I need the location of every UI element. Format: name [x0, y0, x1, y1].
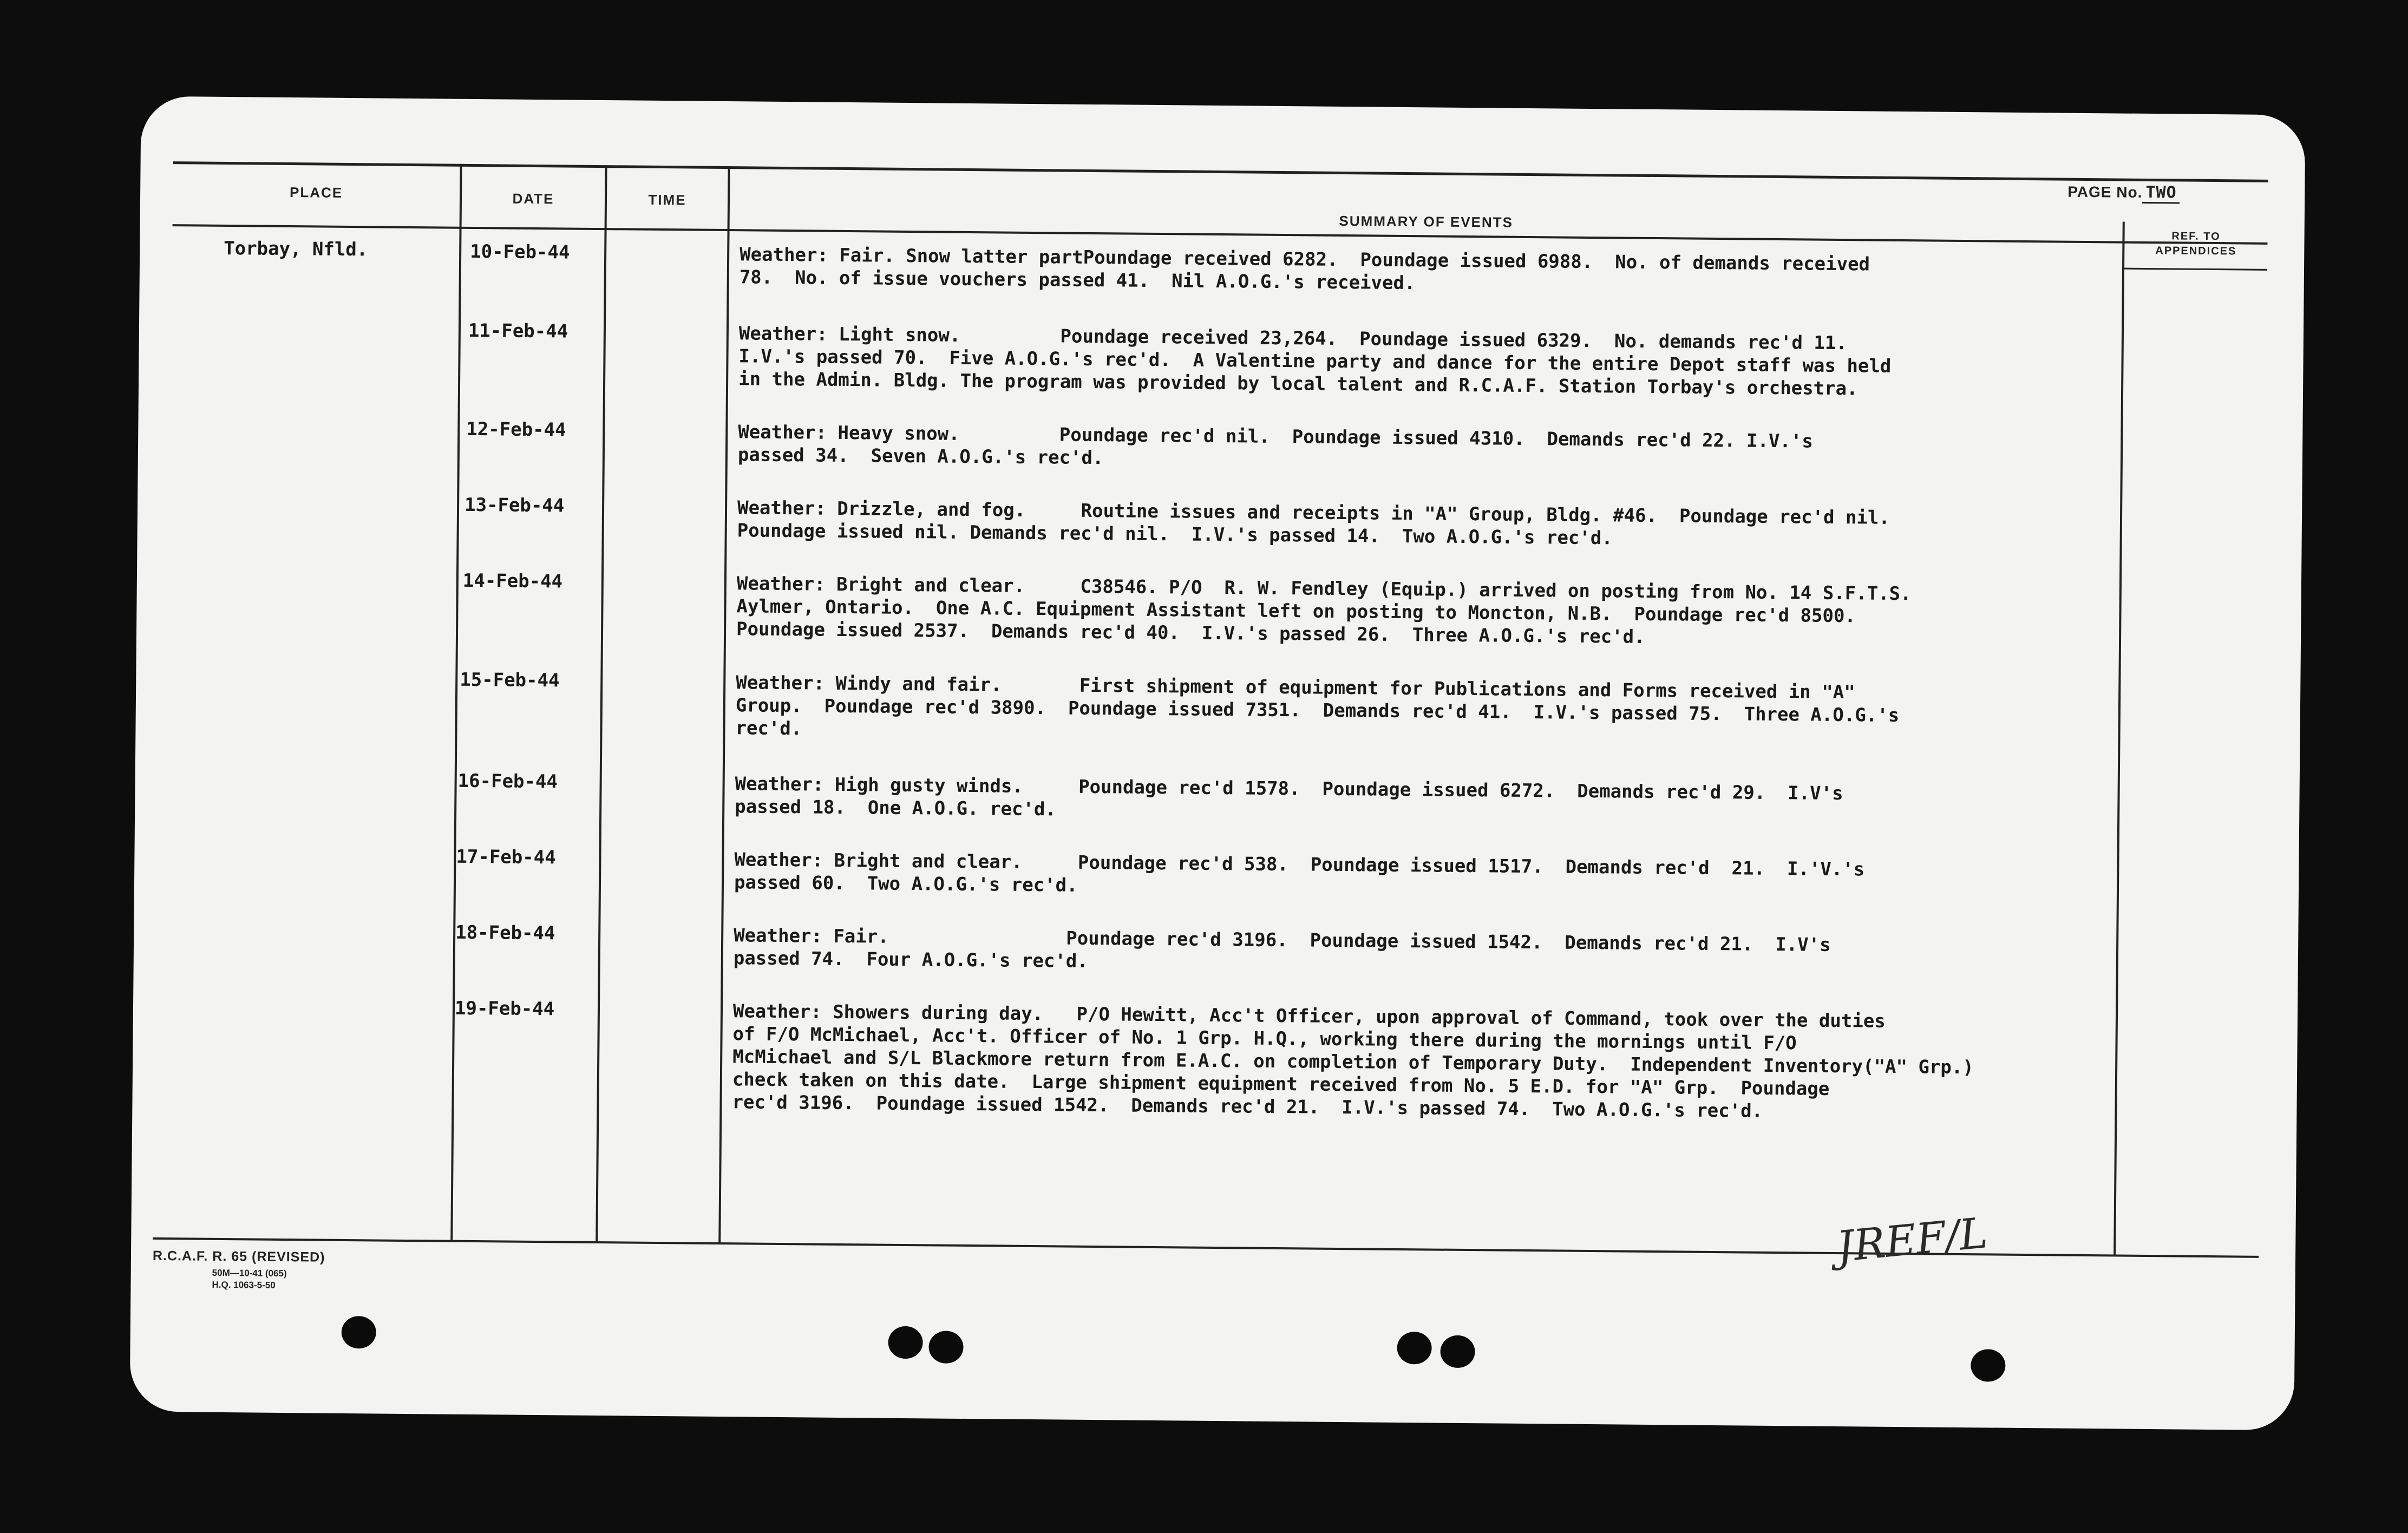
entry-date: 16-Feb-44 [457, 770, 558, 793]
place-value: Torbay, Nfld. [224, 237, 368, 261]
top-rule [173, 161, 2268, 182]
diary-form-card [129, 96, 2305, 1431]
form-identifier [152, 1248, 325, 1292]
page-number-label: PAGE No. [2067, 183, 2143, 201]
entry-date: 17-Feb-44 [456, 846, 556, 869]
entry-date: 12-Feb-44 [466, 418, 566, 441]
entry-summary: Weather: Heavy snow. Poundage rec'd nil. Poundage issued 4310. Demands rec'd 22. I.V.'s passed 34. Seven A.O.G.'s rec'd. [737, 421, 1813, 469]
punch-hole [1397, 1332, 1432, 1365]
entry-date: 13-Feb-44 [464, 494, 565, 517]
handwritten-initials: JREF/L [1834, 1209, 1990, 1272]
ref-header-line2: APPENDICES [2155, 245, 2237, 258]
punch-hole [1971, 1349, 2006, 1382]
page-number-value: TWO [2142, 183, 2180, 204]
entry-summary: Weather: Showers during day. P/O Hewitt, Acc't Officer, upon approval of Command, took over the duties of F/O McMichael, Acc't. Officer of No. 1 Grp. H.Q., working there during the mornings until F/O McMichael and S/L Blackmore return from E.A.C. on completion of Temporary Duty. Independent Inventory("A" Grp.) check taken on this date. Large shipment equipment received from No. 5 E.D. for "A" Grp. Poundage rec'd 3196. Poundage issued 1542. Demands rec'd 21. I.V.'s passed 74. Two A.O.G.'s rec'd. [732, 1000, 1974, 1122]
entry-summary: Weather: Drizzle, and fog. Routine issues and receipts in "A" Group, Bldg. #46. Poundage rec'd nil. Poundage issued nil. Demands rec'd nil. I.V.'s passed 14. Two A.O.G.'s rec'd. [737, 497, 1890, 549]
entry-date: 10-Feb-44 [470, 240, 570, 264]
entry-date: 15-Feb-44 [460, 669, 560, 692]
punch-hole [928, 1331, 964, 1364]
page-number [2067, 182, 2180, 202]
entry-summary: Weather: Windy and fair. First shipment of equipment for Publications and Forms received in "A" Group. Poundage rec'd 3890. Poundage issued 7351. Demands rec'd 41. I.V.'s passed 75. Three A.O.G.'s rec'd. [735, 672, 1900, 740]
entry-summary: Weather: Fair. Snow latter partPoundage received 6282. Poundage issued 6988. No. of demands received 78. No. of issue vouchers passed 41. Nil A.O.G.'s received. [739, 244, 1870, 294]
place-header: PLACE [289, 184, 343, 201]
date-time-divider [596, 165, 607, 1241]
punch-hole [1440, 1335, 1475, 1368]
time-header: TIME [648, 191, 686, 208]
entry-date: 18-Feb-44 [455, 921, 555, 945]
form-id-line2: 50M—10-41 (065) [212, 1267, 287, 1279]
summary-header: SUMMARY OF EVENTS [1339, 212, 1514, 231]
entry-date: 14-Feb-44 [462, 569, 563, 593]
punch-hole [888, 1326, 923, 1359]
entry-date: 19-Feb-44 [454, 997, 555, 1020]
form-id-line1: R.C.A.F. R. 65 (REVISED) [152, 1248, 325, 1265]
entry-summary: Weather: Light snow. Poundage received 23,264. Poundage issued 6329. No. demands rec'd 11. I.V.'s passed 70. Five A.O.G.'s rec'd. A Valentine party and dance for the entire Depot staff was held in the Admin. Bldg. The program was provided by local talent and R.C.A.F. Station Torbay's orchestra. [738, 323, 1892, 400]
entry-summary: Weather: Bright and clear. C38546. P/O R. W. Fendley (Equip.) arrived on posting from No. 14 S.F.T.S. Aylmer, Ontario. One A.C. Equipment Assistant left on posting to Moncton, N.B. Poundage rec'd 8500. Poundage issued 2537. Demands rec'd 40. I.V.'s passed 26. Three A.O.G.'s rec'd. [736, 573, 1912, 648]
entry-summary: Weather: High gusty winds. Poundage rec'd 1578. Poundage issued 6272. Demands rec'd 29. I.V's passed 18. One A.O.G. rec'd. [735, 773, 1843, 821]
date-header: DATE [512, 190, 554, 207]
entry-summary: Weather: Fair. Poundage rec'd 3196. Poundage issued 1542. Demands rec'd 21. I.V's passed 74. Four A.O.G.'s rec'd. [733, 925, 1831, 972]
ref-header-line1: REF. TO [2171, 230, 2221, 243]
time-summary-divider [718, 166, 730, 1242]
entry-summary: Weather: Bright and clear. Poundage rec'd 538. Poundage issued 1517. Demands rec'd 21. I.'V.'s passed 60. Two A.O.G.'s rec'd. [734, 849, 1865, 896]
form-id-line3: H.Q. 1063-5-50 [212, 1279, 276, 1290]
place-date-divider [450, 164, 462, 1240]
punch-hole [342, 1316, 377, 1349]
entry-date: 11-Feb-44 [468, 319, 568, 343]
